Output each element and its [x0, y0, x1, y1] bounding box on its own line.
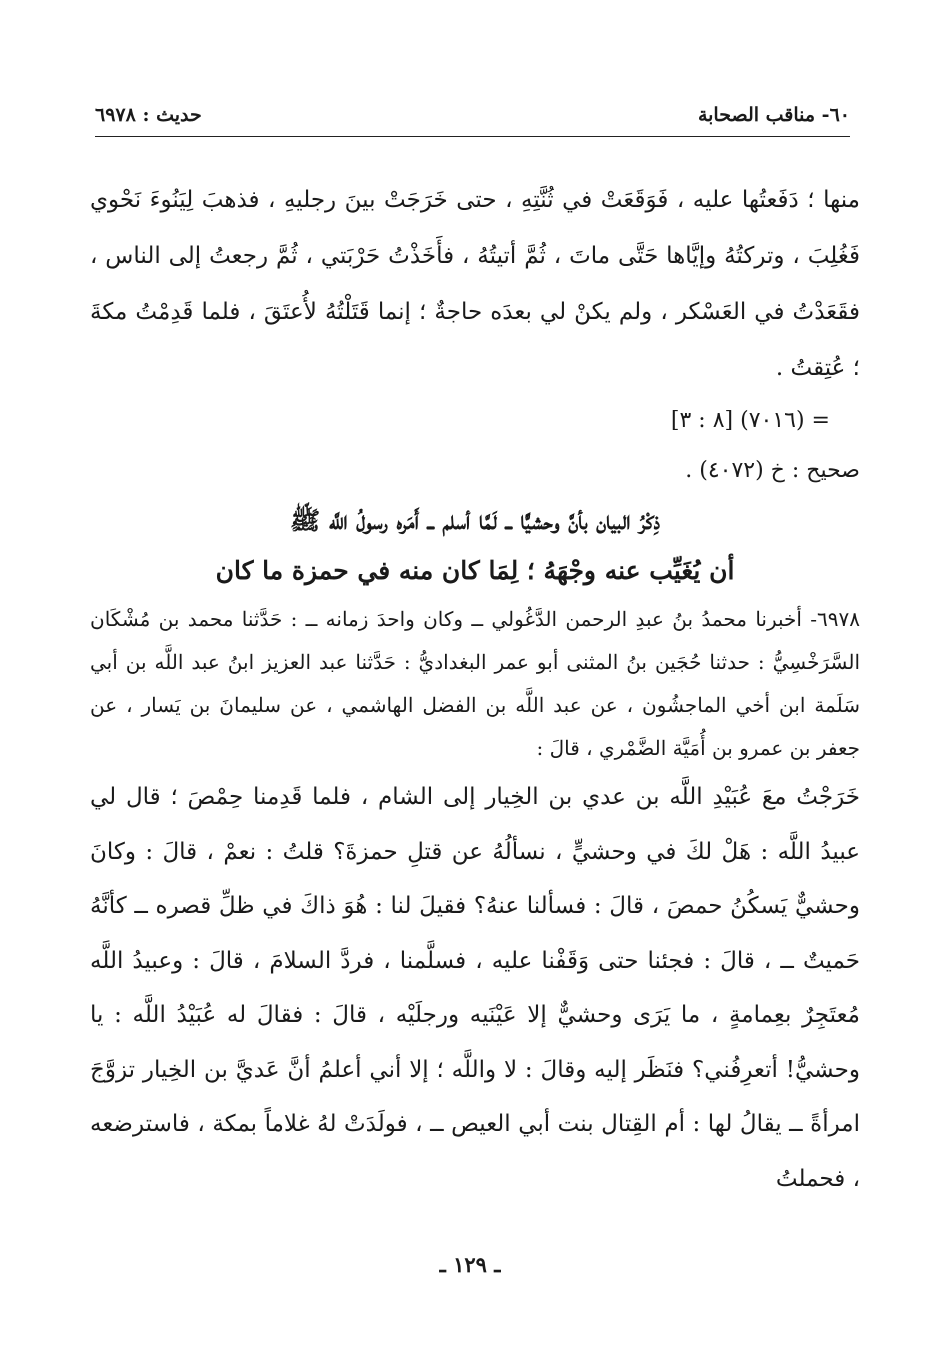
main-paragraph: منها ؛ دَفَعتُها عليه ، فَوَقَعَتْ في ثُنَّتِهِ ، حتى خَرَجَتْ بينَ رجليهِ ، فذهبَ لِيَنُوءَ نَحْوي فَغُلِبَ ، وتركتُهُ وإيَّاها حَتَّى ماتَ ، ثُمَّ أتيتُهُ ، فأَخَذْتُ حَرْبَتي ، ثُمَّ رجعتُ إلى الناس ، فقَعَدْتُ في العَسْكر ، ولم يكنْ لي بعدَه حاجةٌ ؛ إنما قَتَلْتُهُ لأُعتَقَ ، فلما قَدِمْتُ مكةَ ؛ عُتِقتُ . — [90, 187, 860, 381]
section-title-line-2: أن يُغَيِّب عنه وجْهَهُ ؛ لِمَا كان منه في حمزة ما كان — [215, 556, 735, 585]
hadith-reference: حديث : ٦٩٧٨ — [95, 104, 202, 126]
page-header — [95, 100, 850, 137]
chain-of-narration: ٦٩٧٨- أخبرنا محمدُ بنُ عبدِ الرحمن الدَّغُولي ــ وكان واحدَ زمانه ــ : حَدَّثنا محمد بن مُشْكَان السَّرَخْسِيُّ : حدثنا حُجَين بنُ المثنى أبو عمر البغداديُّ : حَدَّثنا عبد العزيز ابنُ عبد اللَّه بن أبي سَلَمة ابن أخي الماجشُون ، عن عبد اللَّه بن الفضل الهاشمي ، عن سليمانَ بن يَسار ، عن جعفر بن عمرو بن أُمَيَّة الضَّمْري ، قالَ : — [90, 607, 860, 760]
cross-reference: = (٧٠١٦) [٨ : ٣] — [670, 408, 830, 433]
authenticity-grade: صحيح : خ (٤٠٧٢) . — [685, 458, 860, 483]
chapter-title: ٦٠- مناقب الصحابة — [697, 104, 850, 126]
section-title-line-1: ذِكْرُ البيان بأنَّ وحشيًّا ــ لَمَّا أسلم ــ أَمَره رسولُ اللَّه ﷺ — [289, 506, 661, 535]
page-number: ـ ١٢٩ ـ — [439, 1252, 501, 1277]
page-body — [90, 172, 860, 1206]
hadith-text: خَرَجْتُ معَ عُبَيْدِ اللَّه بن عدي بن الخِيار إلى الشام ، فلما قَدِمنا حِمْصَ ؛ قال لي عبيدُ اللَّه : هَلْ لكَ في وحشيٍّ ، نسألُهُ عن قتلِ حمزةَ؟ قلتُ : نعمْ ، قالَ : وكانَ وحشيٌّ يَسكُنُ حمصَ ، قالَ : فسألنا عنهُ؟ فقيلَ لنا : هُوَ ذاكَ في ظلِّ قصره ــ كأنَّهُ حَميتٌ ــ ، قالَ : فجئنا حتى وَقَفْنا عليه ، فسلَّمنا ، فردَّ السلامَ ، قالَ : وعبيدُ اللَّه مُعتَجِرٌ بعِمامةٍ ، ما يَرَى وحشيٌّ إلا عَيْنَيه ورجلَيْه ، قالَ : فقالَ له عُبَيْدُ اللَّه : يا وحشيُّ! أتعرِفُني؟ فنَظَر إليه وقالَ : لا واللَّه ؛ إلا أني أعلمُ أنَّ عَديَّ بن الخِيار تزوَّجَ امرأةً ــ يقالُ لها : أم القِتال بنت أبي العيص ــ ، فولَدَتْ لهُ غلاماً بمكة ، فاسترضعه ، فحملتُ — [90, 784, 860, 1192]
section-title — [90, 496, 860, 596]
